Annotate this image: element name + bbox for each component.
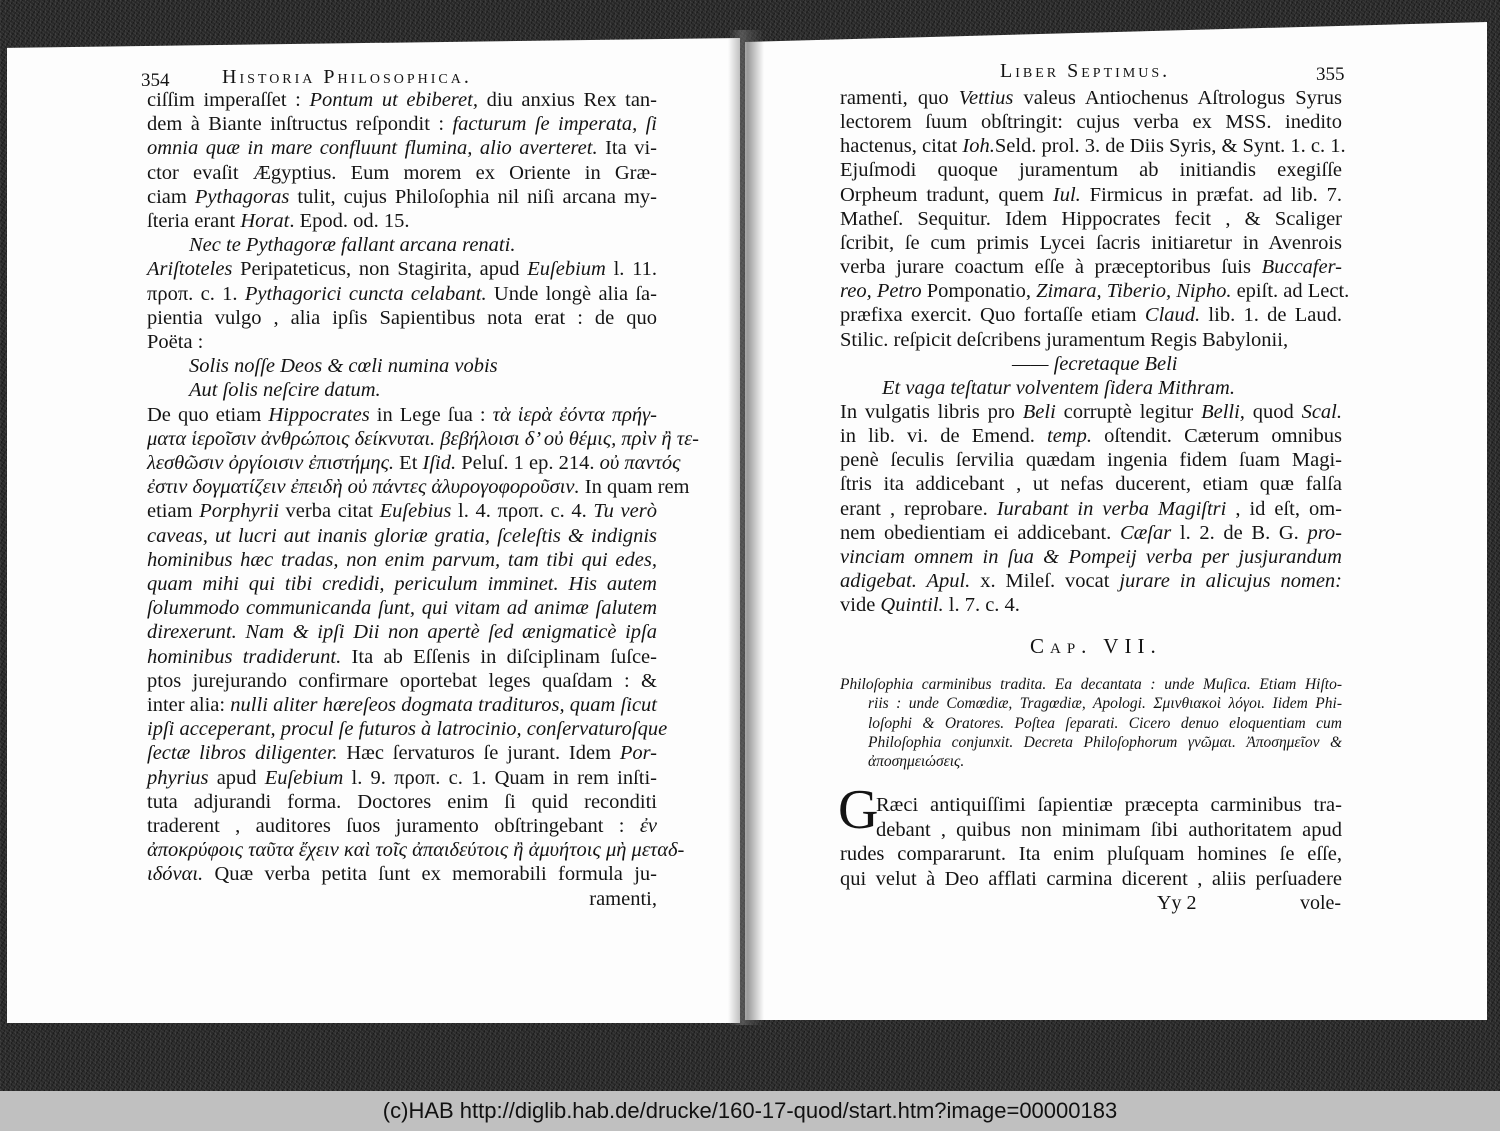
- text-line: [840, 448, 1342, 472]
- text-line: [840, 472, 1342, 496]
- italic-text: omnia quæ in mare confluunt flumina, alio averteret.: [147, 137, 598, 160]
- text-line: [840, 328, 1342, 352]
- text-line: [147, 88, 657, 112]
- italic-text: Scal.: [1301, 400, 1342, 423]
- roman-text: l. 2. de B. G.: [1171, 521, 1308, 544]
- text-line: [147, 403, 657, 427]
- left-running-head: Historia Philosophica.: [222, 66, 472, 88]
- roman-text: Ejuſmodi quoque juramentum ab initiandis exegiſſe: [840, 159, 1342, 182]
- italic-text: jurare in alicujus nomen:: [1119, 570, 1343, 592]
- roman-text: ramenti,: [589, 887, 657, 910]
- text-line: [147, 161, 657, 185]
- roman-text: . Epod. od. 15.: [289, 210, 410, 232]
- roman-text: ſcribit, ſe cum primis Lycei ſacris initiaretur in Avenrois: [840, 231, 1342, 254]
- summary-line: riis : unde Comœdiæ, Tragœdiæ, Apologi. Σμινθιακοὶ λόγοι. Iidem Phi-: [868, 695, 1342, 713]
- italic-text: hominibus hæc tradas, non enim parvum, tam tibi qui edes,: [147, 548, 657, 571]
- roman-text: , id eſt, om-: [1226, 497, 1342, 520]
- text-line: [840, 158, 1342, 182]
- roman-text: Peripateticus, non Stagirita, apud: [232, 258, 528, 281]
- italic-text: Vettius: [958, 87, 1014, 109]
- text-line: [840, 231, 1342, 255]
- italic-text: —— ſecretaque Beli: [1012, 352, 1178, 375]
- text-line: [147, 136, 657, 160]
- roman-text: x. Mileſ. vocat: [970, 570, 1120, 592]
- roman-text: epiſt. ad Lect.: [1231, 280, 1350, 303]
- text-line: [840, 424, 1342, 448]
- roman-text: προπ. c. 1.: [147, 282, 245, 305]
- body-line: Ræci antiquiſſimi ſapientiæ præcepta carminibus tra-: [876, 794, 1342, 816]
- text-line: [147, 499, 657, 523]
- roman-text: ſteria erant: [147, 210, 241, 232]
- text-line: [840, 569, 1342, 593]
- text-line: [147, 790, 657, 814]
- roman-text: ctor evaſit Ægyptius. Eum morem ex Oriente in Græ-: [147, 161, 657, 184]
- roman-text: verba jurare coactum eſſe à præceptoribus ſuis: [840, 256, 1262, 279]
- text-line: [147, 282, 657, 306]
- roman-text: ciſſim imperaſſet :: [147, 89, 310, 111]
- summary-line: ἀποσημειώσεις.: [868, 753, 965, 771]
- roman-text: Et: [394, 452, 423, 474]
- roman-text: In quam rem: [579, 476, 690, 499]
- roman-text: nem obedientiam ei addicebant.: [840, 521, 1120, 544]
- italic-text: reo, Petro: [840, 280, 922, 303]
- italic-text: Solis noſſe Deos & cœli numina vobis: [189, 355, 498, 378]
- text-line: [147, 717, 668, 741]
- italic-text: caveas, ut lucri aut inanis gloriæ gratia, ſceleſtis & indignis: [147, 524, 657, 547]
- italic-text: Por-: [619, 742, 657, 765]
- italic-text: nulli aliter hæreſeos dogmata tradituros, quam ſicut: [230, 694, 657, 716]
- roman-text: Pomponatio,: [921, 280, 1037, 303]
- text-line: [840, 255, 1342, 279]
- italic-text: ιδόναι.: [147, 863, 204, 886]
- roman-text: ſtris ita addicebant , ut nefas ducerent, etiam quæ falſa: [840, 473, 1342, 496]
- roman-text: lib. 1. de Laud.: [1200, 304, 1342, 327]
- roman-text: l. 4. προπ. c. 4.: [451, 500, 594, 523]
- roman-text: Hæc ſervaturos ſe jurant. Idem: [337, 742, 620, 765]
- roman-text: Peluſ. 1 ep. 214.: [456, 452, 600, 474]
- roman-text: Poëta :: [147, 331, 204, 353]
- roman-text: Seld. prol. 3. de Diis Syris, & Synt. 1. c. 1.: [994, 135, 1346, 158]
- body-line: rudes compararunt. Ita enim pluſquam homines ſe eſſe,: [840, 843, 1342, 866]
- roman-text: Stilic. reſpicit deſcribens juramentum Regis Babylonii,: [840, 328, 1289, 351]
- italic-text: Pythagoras: [194, 185, 290, 208]
- roman-text: Quæ verba petita ſunt ex memorabili formula ju-: [203, 863, 657, 886]
- italic-text: temp.: [1047, 425, 1093, 448]
- text-line: [840, 303, 1342, 327]
- text-line: [840, 207, 1342, 231]
- italic-text: quam mihi qui tibi credidi, periculum imminet. His autem: [147, 573, 657, 595]
- roman-text: oſtendit. Cæterum omnibus: [1092, 425, 1342, 448]
- italic-text: adigebat. Apul.: [840, 570, 971, 592]
- roman-text: Unde longè alia ſa-: [486, 282, 657, 305]
- italic-text: Euſebius: [379, 500, 452, 523]
- text-line: [147, 112, 657, 136]
- text-line: [147, 451, 681, 475]
- right-running-head: Liber Septimus.: [1000, 60, 1171, 82]
- text-line: [147, 306, 657, 330]
- text-line: [840, 497, 1342, 521]
- roman-text: dem à Biante inſtructus reſpondit :: [147, 113, 453, 136]
- text-line: [189, 378, 657, 402]
- drop-cap: G: [838, 779, 879, 841]
- text-line: [147, 524, 657, 548]
- italic-text: ἐστιν δογματίζειν ἐπειδὴ οὐ πάντες ἀλυρογοφοροῦσιν.: [147, 476, 580, 499]
- text-line: [147, 475, 690, 499]
- italic-text: hominibus tradiderunt.: [147, 645, 342, 668]
- text-line: [147, 838, 685, 862]
- text-line: [147, 209, 657, 233]
- italic-text: Hippocrates: [268, 403, 370, 426]
- italic-text: Cæſar: [1119, 521, 1172, 544]
- roman-text: l. 9. προπ. c. 1. Quam in rem inſti-: [343, 766, 657, 789]
- italic-text: Aut ſolis neſcire datum.: [189, 379, 381, 402]
- roman-text: quod: [1244, 400, 1302, 423]
- book-spine-gutter: [728, 30, 764, 1025]
- signature-mark: Yy 2: [1157, 892, 1197, 914]
- italic-text: Ariſtoteles: [147, 258, 233, 281]
- roman-text: in lib. vi. de Emend.: [840, 425, 1048, 448]
- italic-text: ματα ἱεροῖσιν ἀνθρώποις δείκνυται. βεβήλοισι δ’ οὐ θέμις, πρὶν ἢ τε-: [147, 427, 699, 450]
- summary-line: Philoſophia conjunxit. Decreta Philoſophorum γνῶμαι. Ἀποσημεῖον &: [868, 733, 1342, 751]
- italic-text: Euſebium: [527, 258, 606, 281]
- text-line: [147, 257, 657, 281]
- footer-credit: (c)HAB http://diglib.hab.de/drucke/160-17-quod/start.htm?image=00000183: [0, 1091, 1500, 1131]
- roman-text: Orpheum tradunt, quem: [840, 183, 1053, 206]
- roman-text: in Lege ſua :: [369, 403, 493, 426]
- italic-text: Quintil.: [880, 594, 944, 617]
- roman-text: ramenti, quo: [840, 87, 959, 109]
- text-line: [840, 545, 1342, 569]
- text-line: [189, 354, 657, 378]
- italic-text: direxerunt. Nam & ipſi Dii non apertè ſed ænigmaticè ipſa: [147, 621, 657, 644]
- text-line: [147, 330, 657, 354]
- text-line: [147, 669, 657, 693]
- summary-line: Philoſophia carminibus tradita. Ea decantata : unde Muſica. Etiam Hiſto-: [840, 676, 1342, 693]
- body-line: qui velut à Deo afflati carmina dicerent , aliis perſuadere: [840, 867, 1342, 890]
- text-line: [147, 741, 657, 765]
- roman-text: hactenus, citat: [840, 135, 963, 158]
- text-line: [147, 766, 657, 790]
- text-line: [147, 185, 657, 209]
- text-line: [189, 233, 657, 257]
- italic-text: Iul.: [1052, 183, 1081, 206]
- text-line: [840, 110, 1342, 134]
- italic-text: Pontum ut ebiberet,: [309, 89, 478, 111]
- italic-text: Zimara, Tiberio, Nipho.: [1036, 280, 1232, 303]
- italic-text: Claud.: [1144, 304, 1201, 327]
- italic-text: Belli,: [1201, 400, 1245, 423]
- italic-text: Pythagorici cuncta celabant.: [244, 282, 487, 305]
- text-line: [147, 572, 657, 596]
- italic-text: οὐ παντός: [599, 452, 681, 474]
- italic-text: Iſid.: [422, 452, 457, 474]
- roman-text: præfixa exercit. Quo fortaſſe etiam: [840, 304, 1145, 327]
- text-line: [882, 376, 1342, 400]
- roman-text: vide: [840, 594, 881, 617]
- text-line: [840, 86, 1342, 110]
- text-line: [1012, 352, 1342, 376]
- roman-text: tuta adjurandi forma. Doctores enim ſi quid reconditi: [147, 790, 657, 813]
- italic-text: Iurabant in verba Magiſtri: [996, 497, 1227, 520]
- italic-text: Ioh.: [962, 135, 995, 158]
- italic-text: phyrius: [147, 766, 209, 789]
- roman-text: traderent , auditores ſuos juramento obſtringebant :: [147, 815, 640, 837]
- text-line: [147, 887, 657, 911]
- italic-text: ἐν: [639, 815, 657, 837]
- text-line: [147, 427, 699, 451]
- left-page-number: 354: [141, 70, 170, 91]
- text-line: [840, 183, 1342, 207]
- roman-text: tulit, cujus Philoſophia nil niſi arcana my-: [289, 185, 658, 208]
- roman-text: lectorem ſuum obſtringit: cujus verba ex MSS. inedito: [840, 111, 1342, 134]
- italic-text: Euſebium: [264, 766, 344, 789]
- roman-text: verba citat: [278, 500, 380, 523]
- italic-text: τὰ ἱερὰ ἐόντα πρήγ-: [492, 403, 657, 426]
- italic-text: Porphyrii: [199, 500, 279, 523]
- text-line: [147, 814, 657, 838]
- text-line: [147, 693, 657, 717]
- roman-text: valeus Antiochenus Aſtrologus Syrus: [1013, 87, 1342, 109]
- italic-text: Horat: [240, 210, 290, 232]
- text-line: [147, 862, 657, 886]
- italic-text: Nec te Pythagoræ fallant arcana renati.: [189, 234, 516, 257]
- italic-text: Buccafer-: [1261, 256, 1342, 279]
- roman-text: Ita vi-: [597, 137, 657, 160]
- roman-text: corruptè legitur: [1055, 400, 1202, 423]
- italic-text: facturum ſe imperata, ſi: [452, 113, 657, 136]
- roman-text: In vulgatis libris pro: [840, 400, 1023, 423]
- italic-text: ipſi acceperant, procul ſe futuros à latrocinio, conſervaturoſque: [147, 718, 668, 741]
- right-page-number: 355: [1316, 64, 1345, 85]
- roman-text: Firmicus in præfat. ad lib. 7.: [1080, 183, 1342, 206]
- roman-text: l. 11.: [605, 258, 657, 281]
- text-line: [147, 620, 657, 644]
- body-line: debant , quibus non minimam ſibi authoritatem apud: [876, 818, 1342, 841]
- roman-text: diu anxius Rex tan-: [477, 89, 658, 111]
- roman-text: De quo etiam: [147, 403, 269, 426]
- catchword: vole-: [1300, 892, 1342, 914]
- italic-text: ſectæ libros diligenter.: [147, 742, 338, 765]
- italic-text: Et vaga teſtatur volventem ſidera Mithram.: [882, 376, 1235, 399]
- roman-text: penè ſeculis ſervilia quædam ingenia fidem ſuam Magi-: [840, 449, 1342, 472]
- text-line: [840, 134, 1346, 158]
- roman-text: etiam: [147, 500, 200, 523]
- text-line: [147, 645, 657, 669]
- italic-text: Tu verò: [593, 500, 657, 523]
- italic-text: ἀποκρύφοις ταῦτα ἔχειν καὶ τοῖς ἀπαιδεύτοις ἢ ἀμυήτοις μὴ μεταδ-: [147, 839, 685, 862]
- text-line: [840, 593, 1342, 617]
- roman-text: ptos jurejurando confirmare oportebat leges quaſdam : &: [147, 669, 657, 692]
- roman-text: erant , reprobare.: [840, 497, 997, 520]
- text-line: [147, 596, 657, 620]
- roman-text: l. 7. c. 4.: [943, 594, 1020, 617]
- roman-text: apud: [208, 766, 265, 789]
- chapter-heading: Cap. VII.: [1030, 634, 1162, 658]
- italic-text: pro-: [1307, 521, 1342, 544]
- text-line: [840, 521, 1342, 545]
- italic-text: vinciam omnem in ſua & Pompeij verba per jusjurandum: [840, 545, 1342, 568]
- text-line: [147, 548, 657, 572]
- text-line: [840, 279, 1350, 303]
- roman-text: ciam: [147, 185, 195, 208]
- italic-text: λεσθῶσιν ὀργίοισιν ἐπιστήμης.: [147, 452, 395, 474]
- roman-text: Ita ab Eſſenis in diſciplinam ſuſce-: [341, 645, 657, 668]
- roman-text: Matheſ. Sequitur. Idem Hippocrates fecit , & Scaliger: [840, 207, 1342, 230]
- summary-line: loſophi & Oratores. Poſtea ſeparati. Cicero denuo eloquentiam cum: [868, 714, 1342, 732]
- italic-text: Beli: [1022, 400, 1056, 423]
- roman-text: pientia vulgo , alia ipſis Sapientibus nota erat : de quo: [147, 306, 657, 329]
- roman-text: inter alia:: [147, 694, 231, 716]
- text-line: [840, 400, 1342, 424]
- italic-text: ſolummodo communicanda ſunt, qui vitam ad animæ ſalutem: [147, 597, 657, 620]
